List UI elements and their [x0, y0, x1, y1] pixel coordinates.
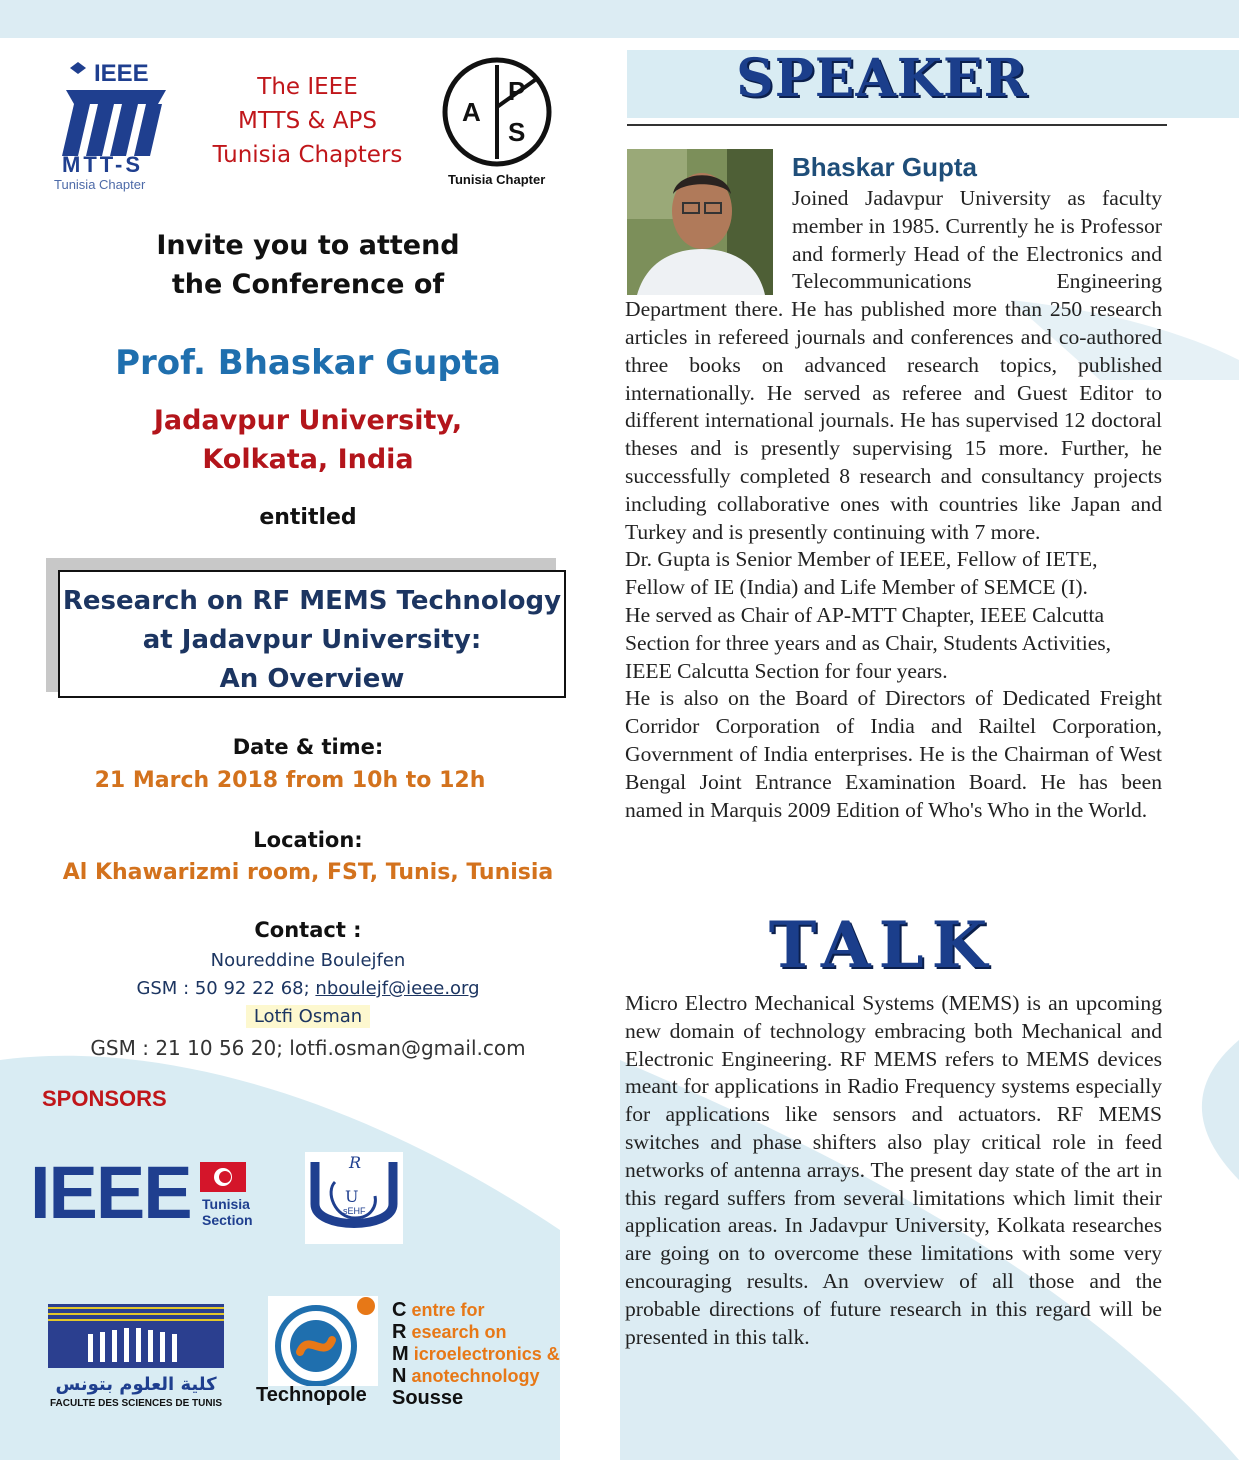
invite-line-2: the Conference of: [171, 269, 445, 300]
talk-title-box: [58, 570, 566, 698]
bio-paragraph-2: Dr. Gupta is Senior Member of IEEE, Fellow of IETE, Fellow of IE (India) and Life Member of SEMCE (I).: [625, 547, 1098, 600]
affiliation-university: Jadavpur University,: [153, 405, 463, 436]
ieee-logo-text: IEEE: [94, 60, 149, 87]
photo-float-spacer: [625, 185, 792, 295]
sponsors-heading: SPONSORS: [42, 1086, 167, 1111]
fst-logo: [48, 1304, 224, 1412]
mtts-logo-text: MTT-S: [62, 152, 143, 177]
fst-caption: FACULTE DES SCIENCES DE TUNIS: [49, 1398, 223, 1409]
date-label: Date & time:: [232, 735, 384, 759]
crmn-initial-1: C: [392, 1299, 407, 1321]
fst-building-icon: [48, 1304, 224, 1384]
date-value: 21 March 2018 from 10h to 12h: [94, 768, 486, 793]
technopole-caption: Technopole: [256, 1384, 367, 1406]
org-line-3: Tunisia Chapters: [212, 142, 403, 168]
affiliation-location: Kolkata, India: [202, 444, 414, 475]
entitled-label: entitled: [259, 505, 357, 530]
talk-title-line-1: Research on RF MEMS Technology: [62, 586, 562, 616]
crmn-line-2: [392, 1321, 592, 1343]
urhf-logo: [305, 1152, 403, 1244]
crmn-city: Sousse: [392, 1387, 464, 1409]
crmn-line-1: [392, 1299, 592, 1321]
location-value: Al Khawarizmi room, FST, Tunis, Tunisia: [62, 860, 554, 885]
org-line-1: The IEEE: [257, 74, 358, 100]
ieee-mtts-logo: [48, 60, 188, 195]
speaker-affiliation: [58, 401, 558, 479]
ieee-tunisia-big-text: IEEE: [30, 1151, 191, 1234]
crmn-rest-4: anotechnology: [411, 1366, 540, 1386]
crmn-line-4: [392, 1365, 592, 1387]
crmn-initial-4: N: [392, 1365, 407, 1387]
urhf-letters-sehf: sEHF: [343, 1206, 366, 1216]
contact-person-2: Lotfi Osman: [246, 1005, 370, 1028]
speaker-bio: [625, 185, 1162, 824]
contact-person-2-row: [58, 1003, 558, 1031]
aps-letter-s: S: [508, 117, 526, 147]
bio-paragraph-3: He served as Chair of AP-MTT Chapter, IEEE Calcutta Section for three years and as Chair, Students Activities, IEEE Calcutta Section for four years.: [625, 602, 1112, 683]
contact-person-1-email-link[interactable]: nboulejf@ieee.org: [315, 978, 480, 999]
contact-block: [58, 947, 558, 1031]
organizer-block: [195, 70, 420, 172]
aps-logo: [440, 55, 560, 195]
location-label: Location:: [253, 828, 363, 852]
bio-paragraph-1: Joined Jadavpur University as faculty member in 1985. Currently he is Professor and formerly Head of the Electronics and Telecommunications Engineering Department there. He has published more than 250 research articles in refereed journals and conferences and co-authored three books on advanced research topics, published internationally. He served as referee and Guest Editor to different international journals. He has supervised 12 doctoral theses and is presently supervising 15 more. Further, he successfully completed 8 research and consultancy projects including collaborative ones with countries like Japan and Turkey and is presently continuing with 7 more.: [625, 186, 1162, 544]
invite-line-1: Invite you to attend: [156, 230, 460, 261]
aps-letter-p: P: [508, 76, 526, 106]
contact-person-1-gsm: GSM : 50 92 22 68;: [136, 978, 316, 999]
contact-person-2-line: GSM : 21 10 56 20; lotfi.osman@gmail.com: [90, 1036, 526, 1060]
crmn-initial-3: M: [392, 1343, 409, 1365]
invite-text: [58, 226, 558, 304]
org-line-2: MTTS & APS: [238, 108, 377, 134]
ieee-tunisia-section-logo: [30, 1151, 253, 1234]
talk-title-line-3: An Overview: [219, 664, 405, 694]
ieee-tunisia-sub-2: Section: [202, 1212, 253, 1228]
aps-logo-sub: Tunisia Chapter: [448, 172, 546, 187]
crmn-text-block: [392, 1299, 592, 1409]
speaker-banner-rule: [627, 124, 1167, 126]
contact-person-1-line: [58, 975, 558, 1003]
mtts-logo-sub: Tunisia Chapter: [54, 177, 146, 192]
talk-title-line-2: at Jadavpur University:: [142, 625, 482, 655]
contact-label: Contact :: [254, 918, 362, 942]
technopole-logo: [258, 1296, 384, 1408]
aps-logo-icon: [440, 55, 560, 175]
urhf-logo-icon: [305, 1152, 403, 1244]
urhf-letter-u: U: [345, 1187, 359, 1206]
urhf-letter-r: R: [349, 1153, 362, 1172]
speaker-banner-text: SPEAKER: [736, 48, 1028, 109]
aps-letter-a: A: [462, 97, 481, 127]
talk-banner-text: TALK: [768, 908, 996, 983]
ieee-tunisia-sub-1: Tunisia: [202, 1196, 250, 1212]
speaker-name: Bhaskar Gupta: [792, 152, 977, 182]
fst-arabic-text: كلية العلوم بتونس: [55, 1374, 217, 1395]
bio-paragraph-4: He is also on the Board of Directors of Dedicated Freight Corridor Corporation of India and Railtel Corporation, Government of India enterprises. He is the Chairman of West Bengal Joint Entrance Examination Board. He has been named in Marquis 2009 Edition of Who's Who in the World.: [625, 686, 1162, 822]
tunisia-flag-icon: [200, 1162, 246, 1192]
talk-abstract: Micro Electro Mechanical Systems (MEMS) is an upcoming new domain of technology embracing both Mechanical and Electronic Engineering. RF MEMS refers to MEMS devices meant for applications in Radio Frequency systems especially for applications like sensors and actuators. RF MEMS switches and phase shifters also play critical role in feed networks of antenna arrays. The present day state of the art in this regard suffers from several limitations which limit their application areas. In Jadavpur University, Kolkata researches are going on to overcome these limitations with some very encouraging results. An overview of all those and the probable directions of future research in this regard will be presented in this talk.: [625, 991, 1162, 1349]
crmn-rest-2: esearch on: [411, 1322, 507, 1342]
technopole-icon: [258, 1296, 384, 1386]
crmn-initial-2: R: [392, 1321, 407, 1343]
contact-person-1: Noureddine Boulejfen: [210, 950, 406, 971]
crmn-rest-3: icroelectronics &: [413, 1344, 560, 1364]
speaker-title-name: Prof. Bhaskar Gupta: [115, 343, 501, 383]
crmn-rest-1: entre for: [411, 1300, 485, 1320]
crmn-line-3: [392, 1343, 592, 1365]
